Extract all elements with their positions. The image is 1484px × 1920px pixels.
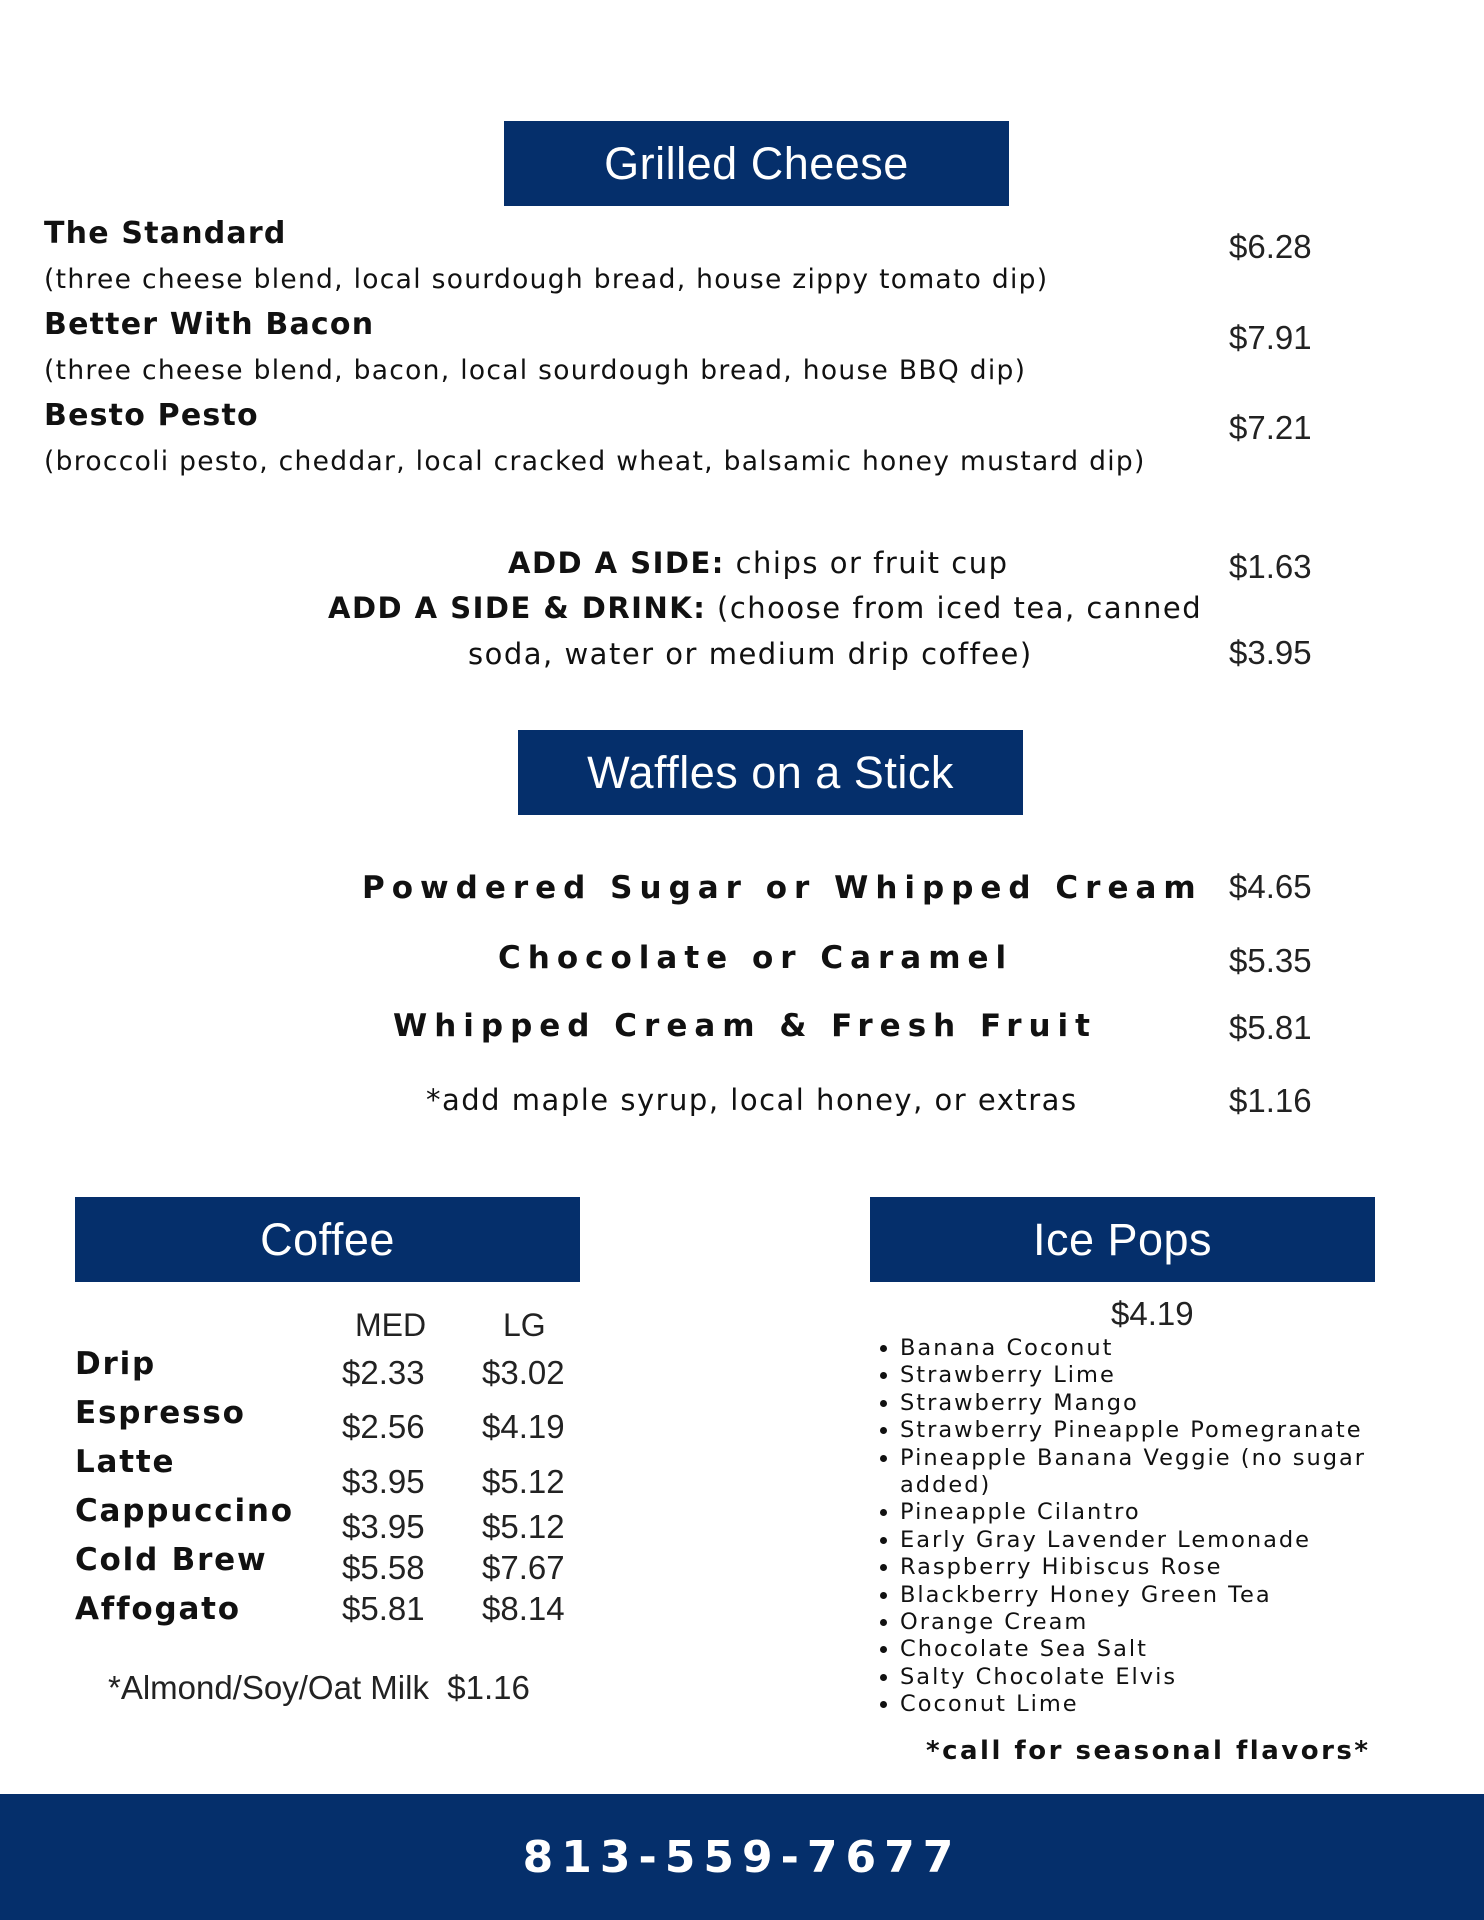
waffle-item-chocolate-caramel: Chocolate or Caramel	[498, 940, 1014, 976]
coffee-col-lg: LG	[503, 1307, 546, 1343]
price-waffle-whipped-fruit: $5.81	[1229, 1009, 1312, 1046]
waffle-item-powdered-sugar: Powdered Sugar or Whipped Cream	[362, 870, 1203, 906]
coffee-lg-drip: $3.02	[482, 1354, 565, 1391]
ice-pops-price: $4.19	[1111, 1295, 1194, 1332]
coffee-med-latte: $3.95	[342, 1463, 425, 1500]
item-desc-better-with-bacon: (three cheese blend, bacon, local sourdough bread, house BBQ dip)	[44, 355, 1027, 386]
milk-note-price: $1.16	[447, 1669, 530, 1706]
coffee-col-med: MED	[355, 1307, 427, 1343]
price-the-standard: $6.28	[1229, 228, 1312, 265]
coffee-name-cold-brew: Cold Brew	[75, 1542, 268, 1578]
flavor-item: • Strawberry Mango	[900, 1390, 1400, 1417]
coffee-med-drip: $2.33	[342, 1354, 425, 1391]
price-waffle-extras: $1.16	[1229, 1082, 1312, 1119]
milk-note-text: *Almond/Soy/Oat Milk	[108, 1669, 429, 1706]
flavor-item: • Banana Coconut	[900, 1335, 1400, 1362]
coffee-med-cappuccino: $3.95	[342, 1508, 425, 1545]
coffee-milk-note	[108, 1669, 530, 1707]
waffles-heading: Waffles on a Stick	[518, 730, 1023, 815]
flavor-item: • Pineapple Cilantro	[900, 1499, 1400, 1526]
add-side-label: ADD A SIDE:	[508, 546, 725, 580]
coffee-name-espresso: Espresso	[75, 1395, 246, 1431]
coffee-name-affogato: Affogato	[75, 1591, 241, 1627]
item-name-besto-pesto: Besto Pesto	[44, 398, 259, 433]
add-side-drink-line2: soda, water or medium drip coffee)	[468, 637, 1033, 671]
coffee-lg-cold-brew: $7.67	[482, 1549, 565, 1586]
price-besto-pesto: $7.21	[1229, 409, 1312, 446]
coffee-lg-espresso: $4.19	[482, 1408, 565, 1445]
ice-pops-flavor-list	[866, 1335, 1400, 1719]
price-add-side-drink: $3.95	[1229, 634, 1312, 671]
coffee-heading: Coffee	[75, 1197, 580, 1282]
flavor-item: • Strawberry Lime	[900, 1362, 1400, 1389]
add-side-drink-text1: (choose from iced tea, canned	[706, 591, 1203, 625]
coffee-med-cold-brew: $5.58	[342, 1549, 425, 1586]
flavor-item: • Early Gray Lavender Lemonade	[900, 1527, 1400, 1554]
waffle-item-whipped-fruit: Whipped Cream & Fresh Fruit	[393, 1008, 1097, 1044]
item-name-better-with-bacon: Better With Bacon	[44, 307, 375, 342]
price-waffle-powdered-sugar: $4.65	[1229, 868, 1312, 905]
item-desc-besto-pesto: (broccoli pesto, cheddar, local cracked wheat, balsamic honey mustard dip)	[44, 446, 1146, 477]
flavor-item: • Raspberry Hibiscus Rose	[900, 1554, 1400, 1581]
item-desc-the-standard: (three cheese blend, local sourdough bread, house zippy tomato dip)	[44, 264, 1049, 295]
coffee-lg-cappuccino: $5.12	[482, 1508, 565, 1545]
item-name-the-standard: The Standard	[44, 216, 287, 251]
coffee-med-espresso: $2.56	[342, 1408, 425, 1445]
flavor-item: • Chocolate Sea Salt	[900, 1636, 1400, 1663]
add-side-drink-label: ADD A SIDE & DRINK:	[328, 591, 707, 625]
coffee-name-cappuccino: Cappuccino	[75, 1493, 294, 1529]
flavor-item: • Pineapple Banana Veggie (no sugar added)	[900, 1445, 1400, 1500]
flavor-item: • Strawberry Pineapple Pomegranate	[900, 1417, 1400, 1444]
phone-number[interactable]: 813-559-7677	[522, 1831, 962, 1883]
ice-pops-heading: Ice Pops	[870, 1197, 1375, 1282]
coffee-name-drip: Drip	[75, 1346, 157, 1382]
price-waffle-chocolate-caramel: $5.35	[1229, 942, 1312, 979]
flavor-item: • Orange Cream	[900, 1609, 1400, 1636]
grilled-cheese-heading: Grilled Cheese	[504, 121, 1009, 206]
waffle-extras-note: *add maple syrup, local honey, or extras	[426, 1083, 1078, 1117]
flavor-item: • Blackberry Honey Green Tea	[900, 1582, 1400, 1609]
footer-phone-bar	[0, 1794, 1484, 1920]
flavor-item: • Salty Chocolate Elvis	[900, 1664, 1400, 1691]
add-side-drink-line1	[328, 591, 1202, 625]
price-better-with-bacon: $7.91	[1229, 319, 1312, 356]
coffee-lg-latte: $5.12	[482, 1463, 565, 1500]
coffee-med-affogato: $5.81	[342, 1590, 425, 1627]
coffee-name-latte: Latte	[75, 1444, 176, 1480]
add-side-text: chips or fruit cup	[724, 546, 1009, 580]
coffee-lg-affogato: $8.14	[482, 1590, 565, 1627]
price-add-side: $1.63	[1229, 548, 1312, 585]
flavor-item: • Coconut Lime	[900, 1691, 1400, 1718]
seasonal-flavors-note: *call for seasonal flavors*	[926, 1736, 1371, 1766]
